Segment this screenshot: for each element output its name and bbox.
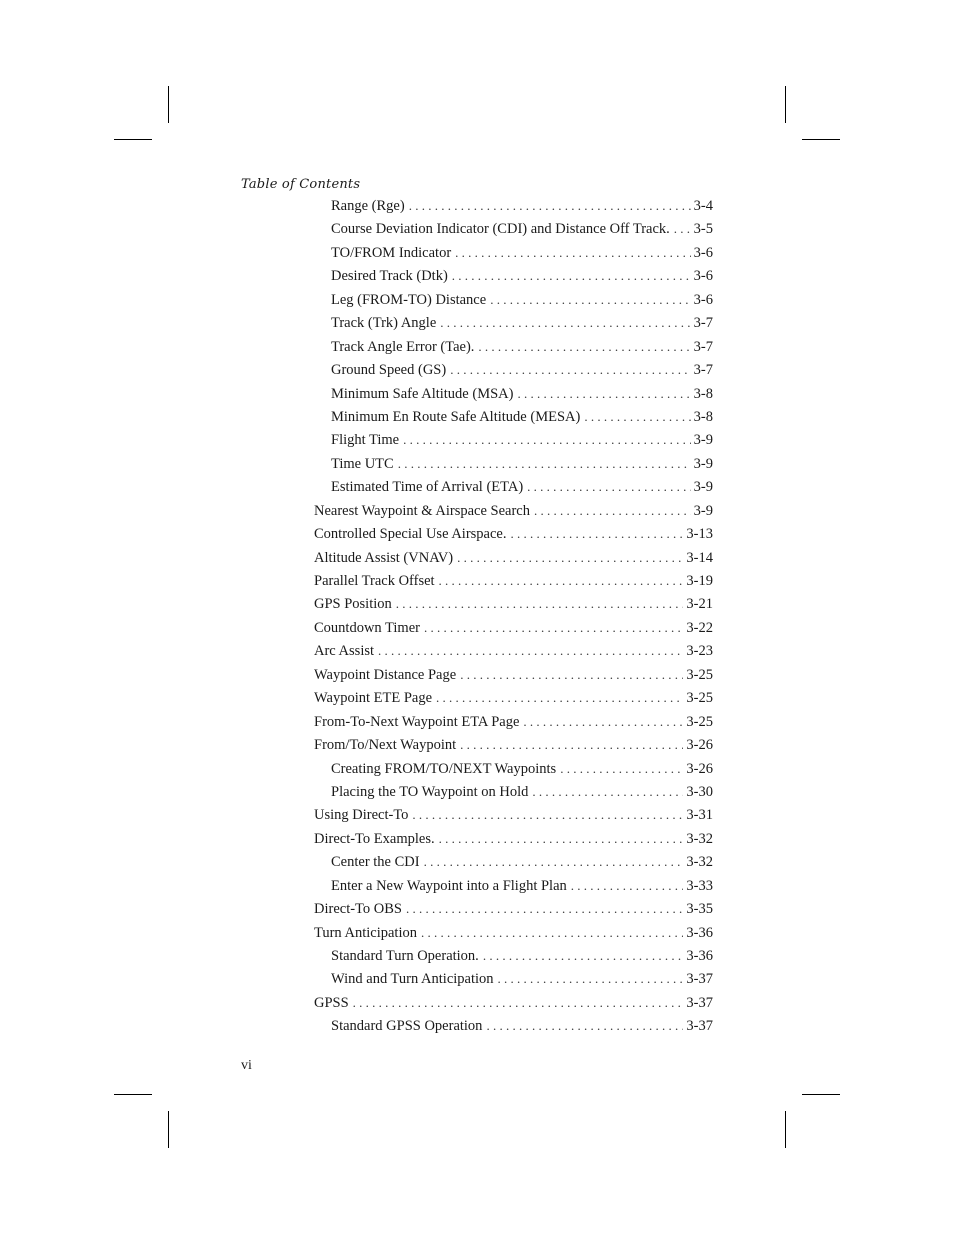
toc-entry-page: 3-37	[686, 994, 713, 1011]
toc-entry-title: Track Angle Error (Tae).	[331, 338, 475, 355]
toc-entry	[314, 923, 713, 946]
toc-entry	[314, 196, 713, 219]
toc-entry-page: 3-7	[693, 362, 713, 379]
toc-entry	[314, 735, 713, 758]
dot-leader	[510, 524, 683, 544]
toc-entry-title: Course Deviation Indicator (CDI) and Distance Off Track.	[331, 221, 670, 238]
toc-entry-title: Enter a New Waypoint into a Flight Plan	[331, 877, 567, 894]
toc-entry	[314, 876, 713, 899]
toc-entry-page: 3-9	[693, 502, 713, 519]
toc-entry-title: Minimum Safe Altitude (MSA)	[331, 385, 514, 402]
toc-entry-page: 3-8	[693, 408, 713, 425]
crop-mark-top-left-horizontal	[114, 139, 152, 140]
dot-leader	[403, 430, 691, 450]
toc-entry-title: TO/FROM Indicator	[331, 244, 452, 261]
toc-entry	[314, 266, 713, 289]
toc-entry-title: Desired Track (Dtk)	[331, 268, 448, 285]
dot-leader	[483, 946, 684, 966]
toc-entry-title: Direct-To Examples.	[314, 830, 435, 847]
toc-entry-page: 3-13	[686, 526, 713, 543]
toc-entry	[314, 219, 713, 242]
dot-leader	[460, 735, 683, 755]
toc-entry-page: 3-26	[686, 760, 713, 777]
dot-leader	[490, 290, 690, 310]
toc-entry-title: Countdown Timer	[314, 619, 420, 636]
toc-entry-page: 3-32	[686, 830, 713, 847]
toc-entry	[314, 946, 713, 969]
toc-entry-page: 3-6	[693, 244, 713, 261]
toc-entry-page: 3-21	[686, 596, 713, 613]
toc-entry-title: From-To-Next Waypoint ETA Page	[314, 713, 520, 730]
toc-entry-title: Leg (FROM-TO) Distance	[331, 291, 487, 308]
toc-entry-page: 3-5	[693, 221, 713, 238]
toc-entry-title: Arc Assist	[314, 643, 375, 660]
toc-entry-page: 3-7	[693, 338, 713, 355]
dot-leader	[498, 969, 684, 989]
dot-leader	[460, 665, 683, 685]
toc-entry-title: Altitude Assist (VNAV)	[314, 549, 454, 566]
toc-entry-page: 3-30	[686, 783, 713, 800]
dot-leader	[424, 618, 683, 638]
toc-entry-page: 3-26	[686, 737, 713, 754]
toc-entry	[314, 641, 713, 664]
toc-entry-title: Waypoint ETE Page	[314, 690, 433, 707]
toc-entry-title: Parallel Track Offset	[314, 573, 435, 589]
toc-entry	[314, 501, 713, 524]
toc-entry-page: 3-25	[686, 690, 713, 707]
dot-leader	[412, 805, 683, 825]
toc-entry	[314, 384, 713, 407]
toc-entry-title: Track (Trk) Angle	[331, 315, 437, 332]
toc-entry	[314, 360, 713, 383]
toc-entry-page: 3-9	[693, 432, 713, 449]
toc-entry	[314, 969, 713, 992]
dot-leader	[674, 219, 691, 239]
crop-mark-bottom-left-horizontal	[114, 1094, 152, 1095]
toc-entry-title: Controlled Special Use Airspace.	[314, 526, 507, 543]
dot-leader	[421, 923, 683, 943]
dot-leader	[486, 1016, 683, 1036]
toc-entry	[314, 759, 713, 782]
dot-leader	[571, 876, 684, 896]
dot-leader	[378, 641, 683, 661]
dot-leader	[584, 407, 690, 427]
toc-entry-page: 3-14	[686, 549, 713, 566]
toc-entry-page: 3-31	[686, 807, 713, 824]
dot-leader	[532, 782, 683, 802]
toc-entry-page: 3-25	[686, 666, 713, 683]
toc-entry	[314, 688, 713, 711]
toc-entry-title: Center the CDI	[331, 854, 420, 871]
toc-entry	[314, 243, 713, 266]
dot-leader	[353, 993, 684, 1013]
toc-entry-title: Range (Rge)	[331, 198, 405, 214]
toc-entry-page: 3-36	[686, 948, 713, 964]
toc-entry	[314, 548, 713, 571]
dot-leader	[457, 548, 683, 568]
dot-leader	[527, 477, 691, 497]
dot-leader	[478, 337, 690, 357]
toc-entry-page: 3-35	[686, 901, 713, 918]
toc-entry-page: 3-32	[686, 854, 713, 871]
toc-entry-title: Estimated Time of Arrival (ETA)	[331, 479, 524, 496]
dot-leader	[439, 571, 684, 591]
dot-leader	[534, 501, 691, 521]
dot-leader	[452, 266, 691, 286]
dot-leader	[560, 759, 683, 779]
toc-entry-title: Placing the TO Waypoint on Hold	[331, 783, 529, 800]
toc-entry-title: Waypoint Distance Page	[314, 666, 457, 683]
dot-leader	[439, 829, 684, 849]
toc-entry-page: 3-23	[686, 643, 713, 660]
toc-entry-page: 3-7	[693, 315, 713, 332]
toc-entry	[314, 899, 713, 922]
toc-entry-title: Direct-To OBS	[314, 901, 402, 918]
crop-mark-top-left-vertical	[168, 86, 169, 123]
toc-entry	[314, 524, 713, 547]
toc-entry-page: 3-6	[693, 291, 713, 308]
toc-entry	[314, 852, 713, 875]
table-of-contents	[314, 196, 713, 1040]
toc-entry	[314, 594, 713, 617]
dot-leader	[455, 243, 691, 263]
toc-entry-title: Nearest Waypoint & Airspace Search	[314, 502, 530, 519]
crop-mark-top-right-horizontal	[802, 139, 840, 140]
crop-mark-bottom-left-vertical	[168, 1111, 169, 1148]
toc-entry-title: From/To/Next Waypoint	[314, 737, 457, 754]
toc-entry-title: Standard Turn Operation.	[331, 948, 479, 964]
toc-entry	[314, 290, 713, 313]
toc-entry-title: Creating FROM/TO/NEXT Waypoints	[331, 760, 557, 777]
toc-entry	[314, 712, 713, 735]
crop-mark-top-right-vertical	[785, 86, 786, 123]
toc-entry-page: 3-8	[693, 385, 713, 402]
toc-entry-title: Using Direct-To	[314, 807, 409, 824]
dot-leader	[436, 688, 683, 708]
toc-entry-page: 3-9	[693, 455, 713, 472]
toc-entry	[314, 993, 713, 1016]
toc-entry-title: GPSS	[314, 994, 349, 1011]
toc-entry-title: Turn Anticipation	[314, 924, 417, 941]
toc-entry	[314, 454, 713, 477]
toc-entry-page: 3-36	[686, 924, 713, 941]
toc-entry	[314, 665, 713, 688]
dot-leader	[523, 712, 683, 732]
dot-leader	[398, 454, 691, 474]
toc-entry-page: 3-33	[686, 877, 713, 894]
toc-entry	[314, 407, 713, 430]
toc-entry	[314, 337, 713, 360]
dot-leader	[440, 313, 690, 333]
toc-entry-page: 3-19	[686, 573, 713, 589]
dot-leader	[396, 594, 684, 614]
page-number: vi	[241, 1058, 252, 1073]
toc-entry-title: Flight Time	[331, 432, 400, 449]
toc-entry-title: Minimum En Route Safe Altitude (MESA)	[331, 408, 581, 425]
toc-entry	[314, 477, 713, 500]
dot-leader	[450, 360, 690, 380]
running-head: Table of Contents	[241, 177, 361, 192]
dot-leader	[406, 899, 683, 919]
toc-entry-page: 3-22	[686, 619, 713, 636]
toc-entry-title: Wind and Turn Anticipation	[331, 971, 494, 988]
toc-entry-page: 3-37	[686, 1018, 713, 1035]
toc-entry-title: Time UTC	[331, 455, 394, 472]
toc-entry-page: 3-37	[686, 971, 713, 988]
toc-entry	[314, 571, 713, 594]
crop-mark-bottom-right-vertical	[785, 1111, 786, 1148]
toc-entry-page: 3-4	[693, 198, 713, 214]
dot-leader	[424, 852, 684, 872]
toc-entry-page: 3-6	[693, 268, 713, 285]
toc-entry-title: GPS Position	[314, 596, 392, 613]
toc-entry	[314, 829, 713, 852]
toc-entry-page: 3-25	[686, 713, 713, 730]
toc-entry	[314, 430, 713, 453]
toc-entry-title: Ground Speed (GS)	[331, 362, 447, 379]
toc-entry	[314, 782, 713, 805]
crop-mark-bottom-right-horizontal	[802, 1094, 840, 1095]
toc-entry	[314, 1016, 713, 1039]
toc-entry-title: Standard GPSS Operation	[331, 1018, 483, 1035]
dot-leader	[517, 384, 690, 404]
toc-entry	[314, 313, 713, 336]
toc-entry	[314, 618, 713, 641]
toc-entry-page: 3-9	[693, 479, 713, 496]
dot-leader	[409, 196, 691, 216]
toc-entry	[314, 805, 713, 828]
